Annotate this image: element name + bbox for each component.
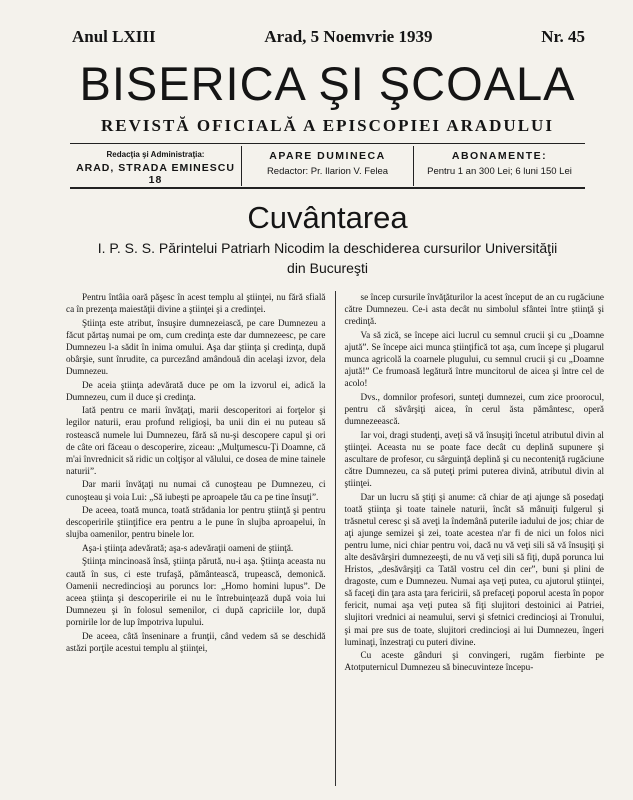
article-paragraph: Va să zică, se începe aici lucrul cu semnul crucii şi cu „Doamne ajută”. Se începe aici munca ştiinţifică tot aşa, cum începe şi plugarul munca agricolă la coarnele plugului, cu semnul crucii şi cu „Doamne ajută!” Ce frumoasă legătură între muncitorul de aicea şi între cel de acolo!: [344, 329, 604, 389]
top-rule: [70, 143, 585, 144]
editor-info: [241, 146, 414, 186]
article-paragraph: Iată pentru ce marii învăţaţi, marii descoperitori ai forţelor şi legilor naturii, erau profund religioşi, ba unii din ei nu puteau să rostească numele lui Dumnezeu, fără să nu-şi descopere capul şi ori de câte ori făceau o descoperire, ziceau: „Mulţumescu-Ţi Doamne, că m'ai învrednicit să ridic un colţişor al vălului, ce dosea de mine tainele naturii”.: [66, 405, 326, 476]
article-title: Cuvântarea: [247, 200, 408, 235]
redaction-label: Redacţia şi Administraţia:: [106, 150, 205, 159]
issue-date: Arad, 5 Noemvrie 1939: [264, 27, 433, 46]
article-paragraph: Pentru întâia oară păşesc în acest templu al ştiinţei, nu fără sfială ca în prezenţa maiestăţii divine a ştiinţei şi a credinţei.: [66, 292, 326, 315]
editor-name: Redactor: Pr. Ilarion V. Felea: [266, 166, 389, 177]
subscriptions-price: Pentru 1 an 300 Lei; 6 luni 150 Lei: [427, 166, 572, 177]
subscription-info: [414, 146, 585, 186]
article-paragraph: Dar un lucru să ştiţi şi anume: că chiar de aţi ajunge să posedaţi toată ştiinţa şi toate tainele naturii, încât să mânuiţi fulgerul şi trăsnetul ceresc şi să aveţi la îndemână puterile iadului de jos; chiar de aţi ajunge semizei şi zei, toate acestea n'ar fi de nici un folos nici pentru lume, nici chiar pentru voi, dacă nu vă veţi sili să vă însuşiţi şi alte desăvârşiri dumnezeeşti, de nu vă veţi sili să fiţi, după porunca lui Hristos, „desăvârşiţi ca Tatăl vostru cel din cer”, buni şi plini de dragoste, cum e Dumnezeu. Numai aşa veţi putea, cu ajutorul ştiinţei, să faceţi din ţara asta ţara fericirii, să prefaceţi poporul acesta în popor fericit, numai aşa veţi putea să fiţi slujitori destoinici ai Patriei, slujitori vrednici ai neamului, servi şi sfetnici credincioşi ai Tronului, şi mai pre sus de toate, slujitori credincioşi ai lui Dumnezeu, îngeri luminaţi, înzestraţi cu puteri divine.: [344, 491, 604, 647]
article-paragraph: Ştiinţa mincinoasă însă, ştiinţa părută, nu-i aşa. Ştiinţa aceasta nu caută în sus, ci este trufaşă, pământească, trupească, demonică. Oamenii necredincioşi au poruncs lor: „Homo homini lupus”. De aceea ştiinţa şi descoperirile ei nu le întrebuinţează după voia lui Dumnezeu şi în folosul semenilor, ci după capriciile lor, după pornirile lor de lup împotriva lupului.: [66, 556, 326, 627]
issue-header: [72, 27, 585, 47]
article-paragraph: De aceea, toată munca, toată strădania lor pentru ştiinţă şi pentru descoperirile ştiinţifice era pentru a le pune în slujba aproapelui, în slujba oamenilor, pentru binele lor.: [66, 505, 326, 540]
article-paragraph: Ştiinţa este atribut, însuşire dumnezeiască, pe care Dumnezeu a făcut părtaş numai pe om, cum credinţa este dar dumnezeesc, pe care Dumnezeu l-a sădit în inima omului. Aşa dar ştiinţa şi credinţa, după obârşie, sunt înrudite, ca purcezând amândouă din acelaşi izvor, dela Dumnezeu.: [66, 317, 326, 377]
volume-year: Anul LXIII: [72, 27, 156, 46]
masthead-subtitle: REVISTĂ OFICIALĂ A EPISCOPIEI ARADULUI: [101, 116, 554, 135]
article-paragraph: se încep cursurile învăţăturilor la acest început de an cu rugăciune către Dumnezeu. Ce-i asta decât nu simbolul sfântei între ştiinţă şi credinţă.: [344, 292, 604, 327]
article-paragraph: Dvs., domnilor profesori, sunteţi dumnezei, cum zice proorocul, pentru că săvârşiţi aicea, în cerul ăsta pământesc, operă dumnezeească.: [344, 391, 604, 426]
article-paragraph: Iar voi, dragi studenţi, aveţi să vă însuşiţi încetul atributul divin al ştiinţei. Aceasta nu se poate face decât cu deplină supunere şi ascultare de profesor, cu sârguinţă deplină şi cu neconteniţă rugăciune către Dumnezeu, ca să puteţi primi puterea divină, atributul divin al ştiinţei.: [344, 429, 604, 488]
info-bar: [70, 146, 585, 186]
article-paragraph: Cu aceste gânduri şi convingeri, rugăm fierbinte pe Atotputernicul Dumnezeu să binecuvinteze începu-: [344, 650, 604, 673]
redaction-info: [70, 146, 241, 186]
left-column: [66, 291, 335, 786]
article-paragraph: De aceea, câtă înseninare a frunţii, când vedem să se deschidă astăzi porţile acestui templu al ştiinţei,: [66, 630, 326, 653]
article-subtitle: I. P. S. S. Părintelui Patriarh Nicodim la deschiderea cursurilor Universităţii din Bucureşti: [97, 240, 558, 276]
article-paragraph: Dar marii învăţaţi nu numai că cunoşteau pe Dumnezeu, ci cunoşteau şi voia Lui: „Să iubeşti pe aproapele tău ca pe tine însuţi”.: [66, 479, 326, 502]
article-body: [66, 291, 604, 786]
masthead-title: BISERICA ŞI ŞCOALA: [79, 57, 576, 110]
bottom-rule: [70, 187, 585, 189]
subscriptions-label: ABONAMENTE:: [451, 150, 548, 162]
article-paragraph: Aşa-i ştiinţa adevărată; aşa-s adevăraţii oameni de ştiinţă.: [82, 542, 294, 553]
article-paragraph: De aceia ştiinţa adevărată duce pe om la izvorul ei, adică la Dumnezeu, cum il duce şi credinţa.: [66, 379, 326, 402]
redaction-address: ARAD, STRADA EMINESCU 18: [76, 162, 235, 186]
appears-label: APARE DUMINECA: [269, 150, 386, 162]
issue-number: Nr. 45: [541, 27, 585, 46]
right-column: [335, 291, 605, 786]
